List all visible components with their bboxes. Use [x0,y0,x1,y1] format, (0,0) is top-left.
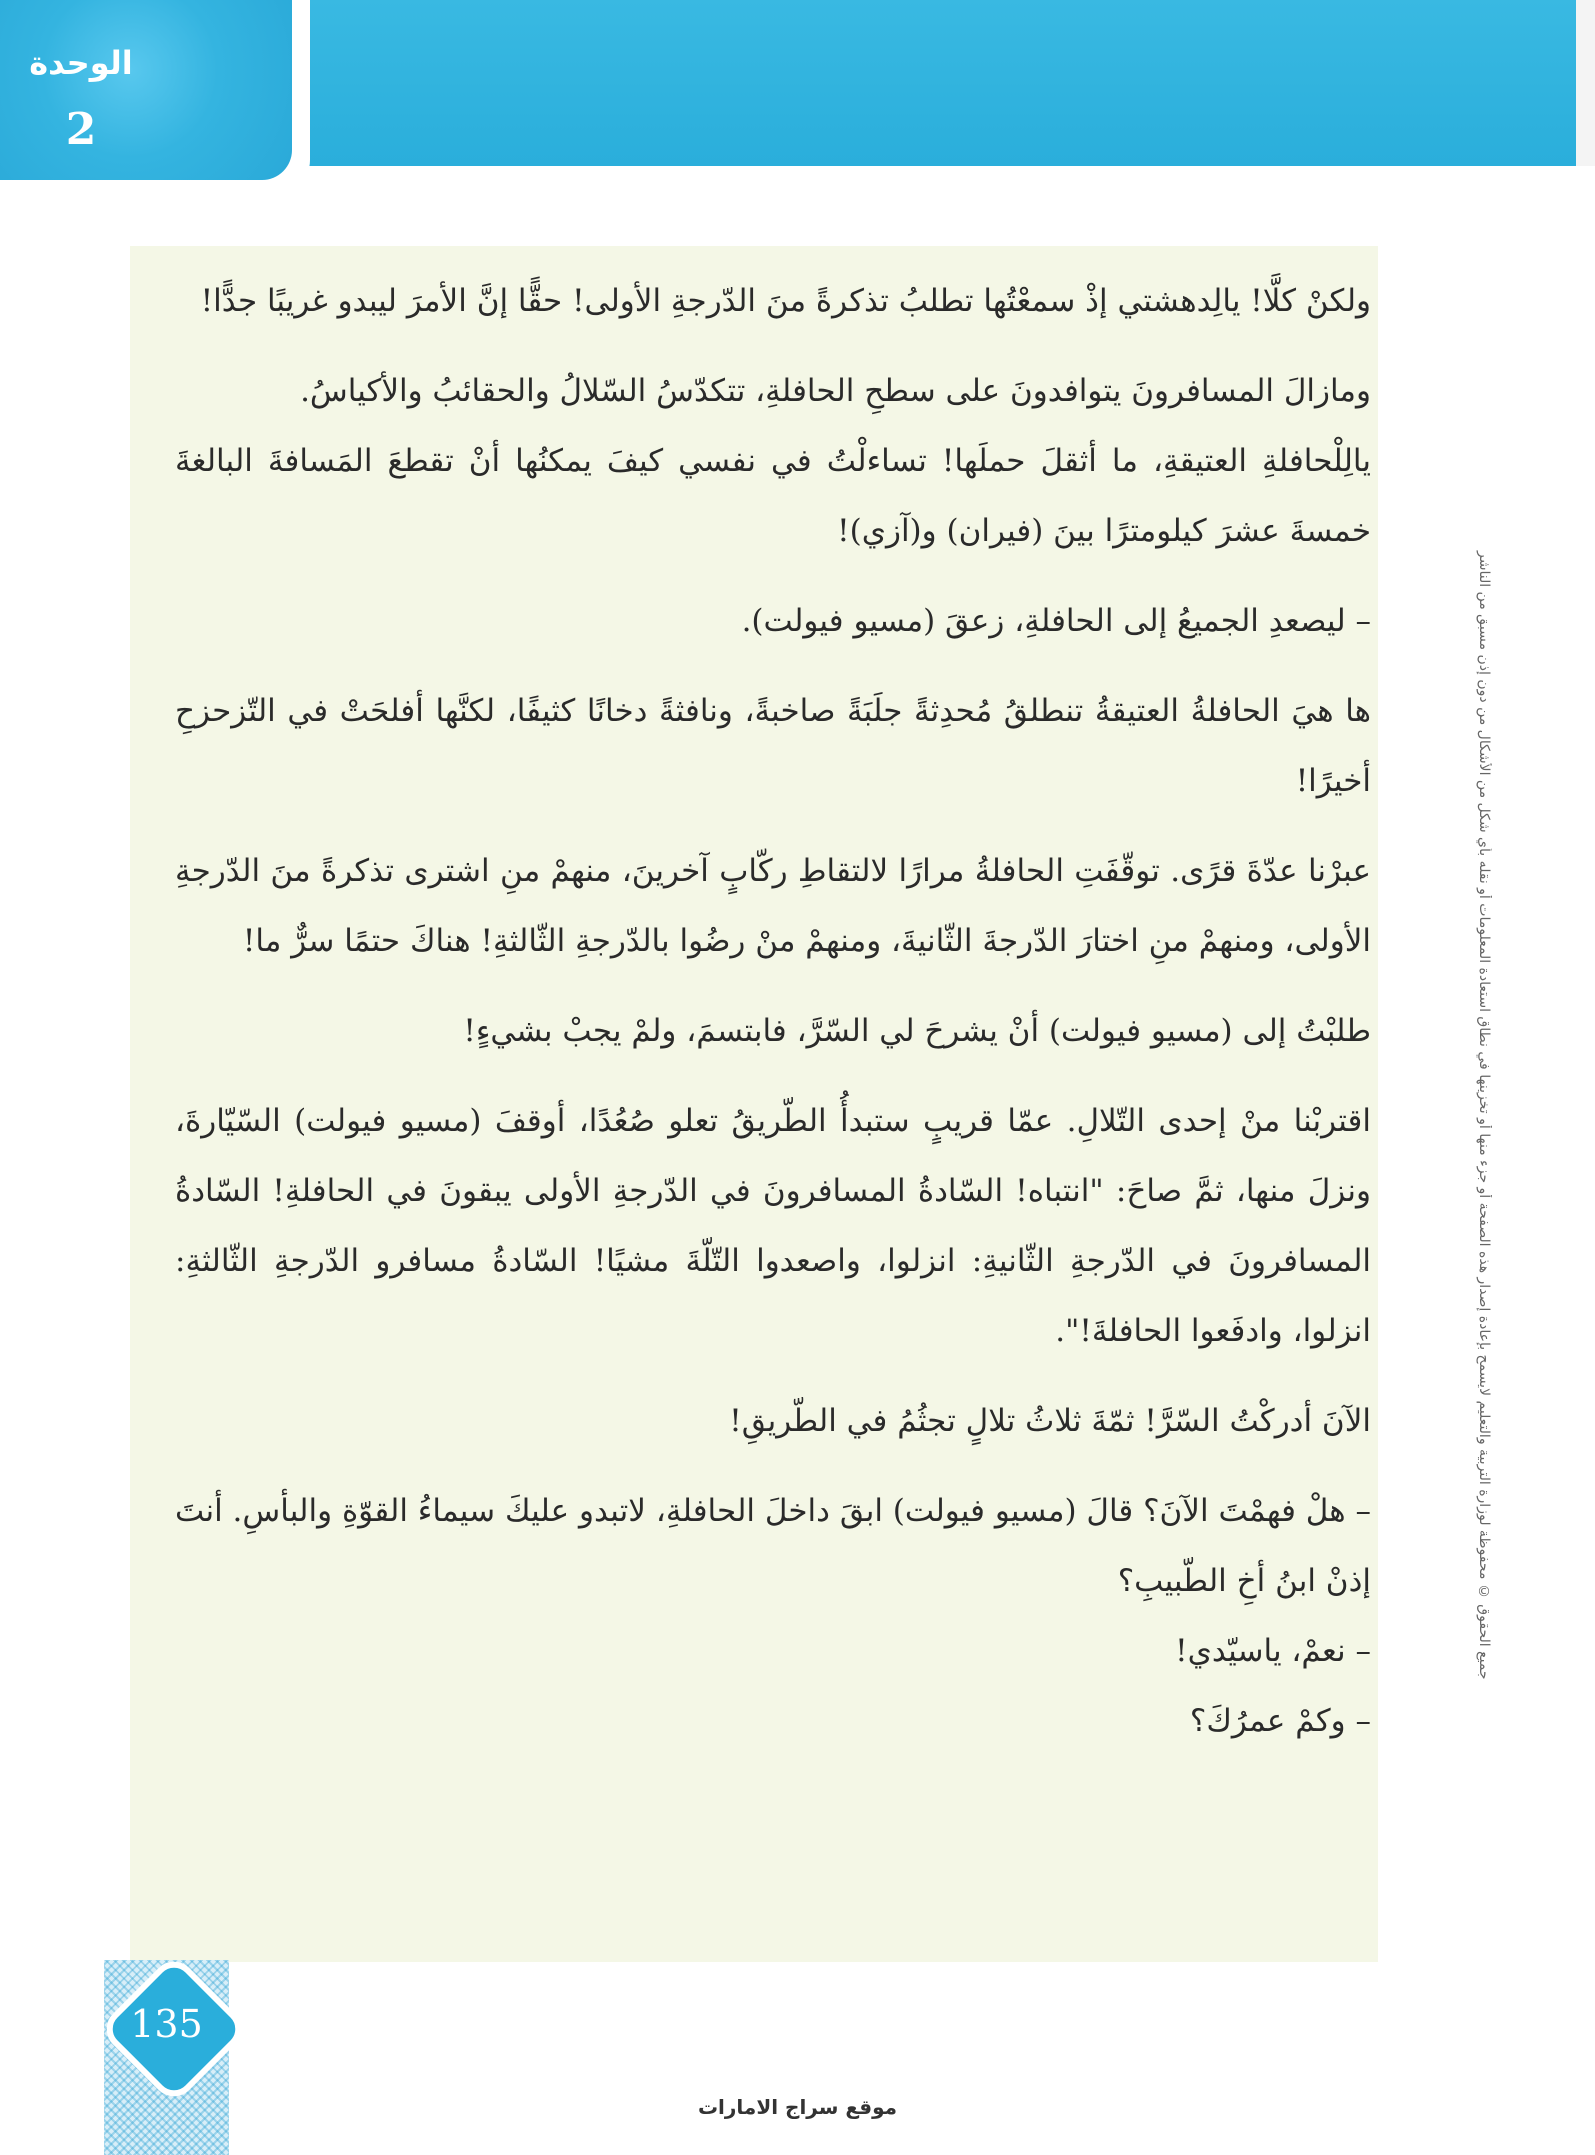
header-edge [1576,0,1595,166]
unit-badge [0,0,292,180]
story-text [175,266,1371,1756]
story-paragraph: يالِلْحافلةِ العتيقةِ، ما أثقلَ حملَها! تساءلْتُ في نفسي كيفَ يمكنُها أنْ تقطعَ المَسافةَ البالغةَ خمسةَ عشرَ كيلومترًا بينَ (فيران) و(آزي)! [175,443,1371,549]
header-band [300,0,1576,166]
story-paragraph: عبرْنا عدّةَ قرًى. توقّفَتِ الحافلةُ مرارًا لالتقاطِ ركّابٍ آخرينَ، منهمْ منِ اشترى تذكرةً منَ الدّرجةِ الأولى، ومنهمْ منِ اختارَ الدّرجةَ الثّانيةَ، ومنهمْ منْ رضُوا بالدّرجةِ الثّالثةِ! هناكَ حتمًا سرٌّ ما! [175,853,1371,959]
story-paragraph: – هلْ فهمْتَ الآنَ؟ قالَ (مسيو فيولت) ابقَ داخلَ الحافلةِ، لاتبدو عليكَ سيماءُ القوّةِ والبأسِ. أنتَ إذنْ ابنُ أخِ الطّبيبِ؟ [175,1493,1371,1599]
story-paragraph: – وكمْ عمرُكَ؟ [1189,1703,1371,1739]
story-paragraph: – ليصعدِ الجميعُ إلى الحافلةِ، زعقَ (مسيو فيولت). [741,603,1371,639]
unit-label: الوحدة [29,44,133,82]
story-paragraph: اقتربْنا منْ إحدى التّلالِ. عمّا قريبٍ ستبدأُ الطّريقُ تعلو صُعُدًا، أوقفَ (مسيو فيولت) السّيّارةَ، ونزلَ منها، ثمَّ صاحَ: "انتباه! السّادةُ المسافرونَ في الدّرجةِ الأولى يبقونَ في الحافلةِ! السّادةُ المسافرونَ في الدّرجةِ الثّانيةِ: انزلوا، واصعدوا التّلّةَ مشيًا! السّادةُ مسافرو الدّرجةِ الثّالثةِ: انزلوا، وادفَعوا الحافلةَ!". [175,1103,1371,1349]
story-paragraph: ومازالَ المسافرونَ يتوافدونَ على سطحِ الحافلةِ، تتكدّسُ السّلالُ والحقائبُ والأكياسُ. [300,373,1371,409]
footer-site-name: موقع سراج الامارات [697,2095,898,2119]
copyright-side-note: جميع الحقوق © محفوظة لوزارة التربية والتعليم لايسمح بإعادة إصدار هذه الصفحة أو جزء منها أو تخزينها في نطاق استعادة المعلومات أو نقله بأي شكل من الأشكال من دون إذن مسبق من الناشر [1476,551,1492,1680]
unit-number: 2 [65,104,97,155]
story-paragraph: الآنَ أدركْتُ السّرَّ! ثمّةَ ثلاثُ تلالٍ تجثُمُ في الطّريقِ! [729,1403,1371,1439]
story-paragraph: طلبْتُ إلى (مسيو فيولت) أنْ يشرحَ لي السّرَّ، فابتسمَ، ولمْ يجبْ بشيءٍ! [463,1013,1371,1049]
unit-tab [0,0,310,196]
story-paragraph: – نعمْ، ياسيّدي! [1175,1633,1371,1669]
story-paragraph: ولكنْ كلَّا! يالِدهشتي إذْ سمعْتُها تطلبُ تذكرةً منَ الدّرجةِ الأولى! حقًّا إنَّ الأمرَ ليبدو غريبًا جدًّا! [200,283,1371,319]
story-paragraph: ها هيَ الحافلةُ العتيقةُ تنطلقُ مُحدِثةً جلَبَةً صاخبةً، ونافثةً دخانًا كثيفًا، لكنَّها أفلحَتْ في التّزحزحِ أخيرًا! [175,693,1371,799]
page-number: 135 [130,2002,203,2046]
